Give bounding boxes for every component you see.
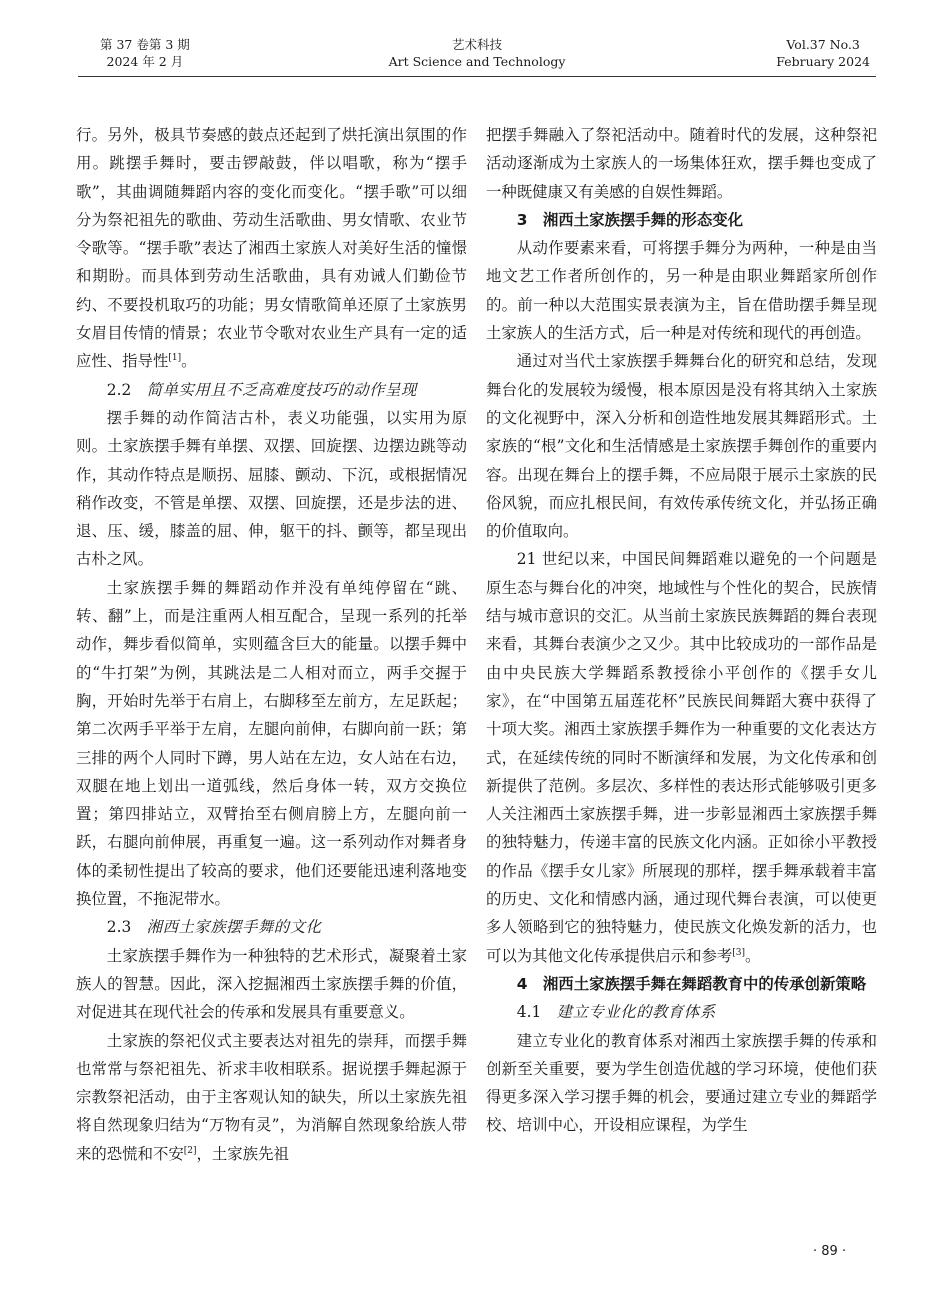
citation-ref[interactable]: [2] (183, 1145, 197, 1156)
right-column (486, 121, 877, 1140)
running-header (78, 32, 876, 77)
paragraph: 土家族摆手舞的舞蹈动作并没有单纯停留在“跳、转、翻”上，而是注重两人相互配合，呈现一系列的托举动作，舞步看似简单，实则蕴含巨大的能量。以摆手舞中的“牛打架”为例，其跳法是二人相对而立，两手交握于胸，开始时先举于右肩上，右脚移至左前方，左足跃起；第二次两手平举于左肩，左腿向前伸，右脚向前一跃；第三排的两个人同时下蹲，男人站在左边，女人站在右边，双腿在地上划出一道弧线，然后身体一转，双方交换位置；第四排站立，双臂抬至右侧肩膀上方，左腿向前一跃，右腿向前伸展，再重复一遍。这一系列动作对舞者身体的柔韧性提出了较高的要求，他们还要能迅速利落地变换位置，不拖泥带水。 (76, 578, 467, 909)
paragraph: 通过对当代土家族摆手舞舞台化的研究和总结，发现舞台化的发展较为缓慢，根本原因是没有将其纳入土家族的文化视野中，深入分析和创造性地发展其舞蹈形式。土家族的“根”文化和生活情感是土家族摆手舞创作的重要内容。出现在舞台上的摆手舞，不应局限于展示土家族的民俗风貌，而应扎根民间，有效传承传统文化，并弘扬正确的价值取向。 (486, 352, 877, 541)
page-number: · 89 · (813, 1244, 847, 1259)
paragraph: 21 世纪以来，中国民间舞蹈难以避免的一个问题是原生态与舞台化的冲突，地域性与个性化的契合，民族情结与城市意识的交汇。从当前土家族民族舞蹈的舞台表现来看，其舞台表演少之又少。其中比较成功的一部作品是由中央民族大学舞蹈系教授徐小平创作的《摆手女儿家》，在“中国第五届莲花杯”民族民间舞蹈大赛中获得了十项大奖。湘西土家族摆手舞作为一种重要的文化表达方式，在延续传统的同时不断演绎和发展，为文化传承和创新提供了范例。多层次、多样性的表达形式能够吸引更多人关注湘西土家族摆手舞，进一步彰显湘西土家族摆手舞的独特魅力，传递丰富的民族文化内涵。正如徐小平教授的作品《摆手女儿家》所展现的那样，摆手舞承载着丰富的历史、文化和情感内涵，通过现代舞台表演，可以使更多人领略到它的独特魅力，使民族文化焕发新的活力，也可以为其他文化传承提供启示和参考[3]。 (486, 550, 877, 965)
issue-date: 2024 年 2 月 (106, 54, 184, 69)
section-heading: 4 湘西土家族摆手舞在舞蹈教育中的传承创新策略 (516, 974, 867, 993)
section-heading: 3 湘西土家族摆手舞的形态变化 (516, 210, 743, 229)
paragraph: 摆手舞的动作简洁古朴，表义功能强，以实用为原则。土家族摆手舞有单摆、双摆、回旋摆、边摆边跳等动作，其动作特点是顺拐、屈膝、颤动、下沉，或根据情况稍作改变，不管是单摆、双摆、回旋摆，还是步法的进、退、压、缓，膝盖的屈、伸，躯干的抖、颤等，都呈现出古朴之风。 (76, 408, 467, 569)
citation-ref[interactable]: [3] (732, 947, 746, 958)
paragraph: 把摆手舞融入了祭祀活动中。随着时代的发展，这种祭祀活动逐渐成为土家族人的一场集体狂欢，摆手舞也变成了一种既健康又有美感的自娱性舞蹈。 (486, 126, 877, 201)
citation-ref[interactable]: [1] (168, 353, 182, 364)
issue-date-en: February 2024 (776, 54, 870, 69)
subsection-heading: 2.3 湘西土家族摆手舞的文化 (106, 918, 322, 937)
paragraph: 土家族摆手舞作为一种独特的艺术形式，凝聚着土家族人的智慧。因此，深入挖掘湘西土家族摆手舞的价值，对促进其在现代社会的传承和发展具有重要意义。 (76, 946, 467, 1022)
journal-title (78, 36, 876, 70)
volume-issue-en: Vol.37 No.3 (786, 37, 860, 52)
journal-issue-info-en (776, 36, 870, 70)
paragraph: 土家族的祭祀仪式主要表达对祖先的崇拜，而摆手舞也常常与祭祀祖先、祈求丰收相联系。据说摆手舞起源于宗教祭祀活动，由于主客观认知的缺失，所以土家族先祖将自然现象归结为“万物有灵”，为消解自然现象给族人带来的恐慌和不安[2]，土家族先祖 (76, 1031, 467, 1163)
subsection-heading: 4.1 建立专业化的教育体系 (516, 1003, 716, 1022)
subsection-heading: 2.2 简单实用且不乏高难度技巧的动作呈现 (106, 380, 417, 399)
journal-title-cn: 艺术科技 (451, 37, 502, 52)
paragraph: 建立专业化的教育体系对湘西土家族摆手舞的传承和创新至关重要，要为学生创造优越的学习环境，使他们获得更多深入学习摆手舞的机会，要通过建立专业的舞蹈学校、培训中心，开设相应课程，为学生 (486, 1031, 877, 1135)
volume-issue: 第 37 卷第 3 期 (100, 37, 190, 52)
paragraph: 行。另外，极具节奏感的鼓点还起到了烘托演出氛围的作用。跳摆手舞时，要击锣敲鼓，伴以唱歌，称为“摆手歌”，其曲调随舞蹈内容的变化而变化。“摆手歌”可以细分为祭祀祖先的歌曲、劳动生活歌曲、男女情歌、农业节令歌等。“摆手歌”表达了湘西土家族人对美好生活的憧憬和期盼。而具体到劳动生活歌曲，具有劝诫人们勤俭节约、不要投机取巧的功能；男女情歌简单还原了土家族男女眉目传情的情景；农业节令歌对农业生产具有一定的适应性、指导性[1]。 (76, 126, 467, 371)
paragraph: 从动作要素来看，可将摆手舞分为两种，一种是由当地文艺工作者所创作的，另一种是由职业舞蹈家所创作的。前一种以大范围实景表演为主，旨在借助摆手舞呈现土家族人的生活方式，后一种是对传统和现代的再创造。 (486, 239, 877, 343)
journal-title-en: Art Science and Technology (388, 54, 566, 69)
left-column (76, 121, 467, 1168)
